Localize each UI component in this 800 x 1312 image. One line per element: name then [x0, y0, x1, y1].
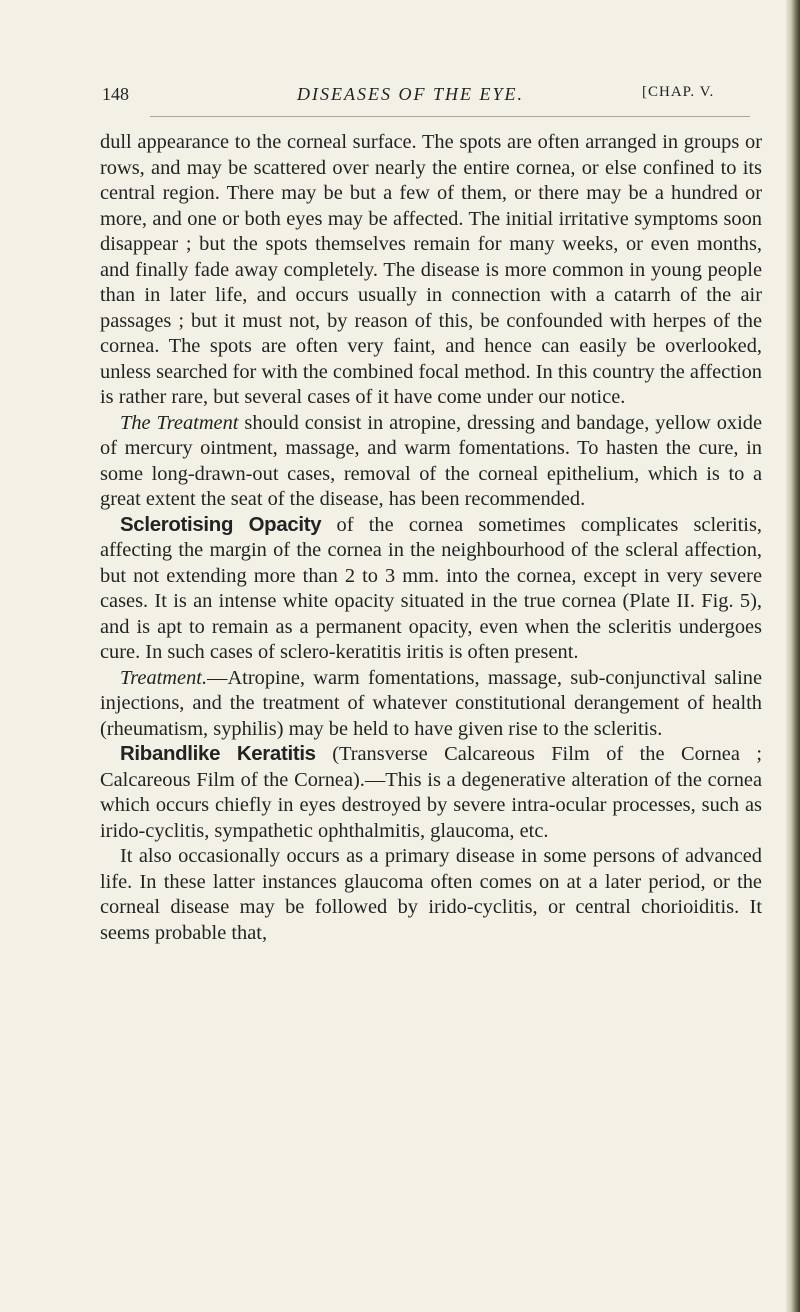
paragraph-sclerotising-opacity [100, 513, 762, 666]
page-number: 148 [102, 84, 129, 104]
paragraph-treatment [100, 411, 762, 513]
treatment-text: should consist in atropine, dressing and bandage, yellow oxide of mercury ointment, massage, and warm fomentations. To hasten the cure, in some long-drawn-out cases, removal of the corneal epithelium, which is to a great extent the seat of the disease, has been recommended. [100, 411, 763, 510]
ribandlike-text: (Transverse Calcareous Film of the Cornea ; Calcareous Film of the Cornea).—This is a degenerative alteration of the cornea which occurs chiefly in eyes destroyed by severe intra-ocular processes, such as irido-cyclitis, sympathetic ophthalmitis, glaucoma, etc. [100, 743, 762, 842]
sclerotising-text: of the cornea sometimes complicates scleritis, affecting the margin of the cornea in the neighbourhood of the scleral affection, but not extending more than 2 to 3 mm. into the cornea, except in very severe cases. It is an intense white opacity situated in the true cornea (Plate II. Fig. 5), and is apt to remain as a permanent opacity, even when the scleritis undergoes cure. In such cases of sclero-keratitis iritis is often present. [100, 513, 762, 663]
chapter-label: [CHAP. V. [642, 84, 715, 100]
treatment-lead: The Treatment [120, 411, 239, 434]
section-heading-ribandlike-keratitis: Ribandlike Keratitis [120, 743, 316, 765]
paragraph-treatment-2 [100, 666, 762, 743]
running-header [102, 84, 742, 112]
book-spine-edge [786, 0, 800, 1312]
header-rule [150, 116, 750, 117]
section-heading-sclerotising-opacity: Sclerotising Opacity [120, 513, 322, 536]
running-title: DISEASES OF THE EYE. [297, 84, 524, 104]
treatment-lead-2: Treatment. [120, 666, 208, 689]
paragraph-primary-disease: It also occasionally occurs as a primary disease in some persons of advanced life. In these latter instances glaucoma often comes on at a later period, or the corneal disease may be followed by irido-cyclitis, or central chorioiditis. It seems probable that, [100, 845, 762, 944]
paragraph-ribandlike-keratitis [100, 742, 762, 844]
body-text [100, 130, 762, 946]
treatment-text-2: —Atropine, warm fomentations, massage, sub-conjunctival saline injections, and the treatment of whatever constitutional derangement of health (rheumatism, syphilis) may be held to have given rise to the scleritis. [100, 666, 762, 740]
paragraph-continued: dull appearance to the corneal surface. The spots are often arranged in groups or rows, and may be scattered over nearly the entire cornea, or else confined to its central region. There may be but a few of them, or there may be a hundred or more, and one or both eyes may be affected. The initial irritative symptoms soon disappear ; but the spots themselves remain for many weeks, or even months, and finally fade away completely. The disease is more common in young people than in later life, and occurs usually in connection with a catarrh of the air passages ; but it must not, by reason of this, be confounded with herpes of the cornea. The spots are often very faint, and hence can easily be overlooked, unless searched for with the combined focal method. In this country the affection is rather rare, but several cases of it have come under our notice. [100, 131, 762, 408]
